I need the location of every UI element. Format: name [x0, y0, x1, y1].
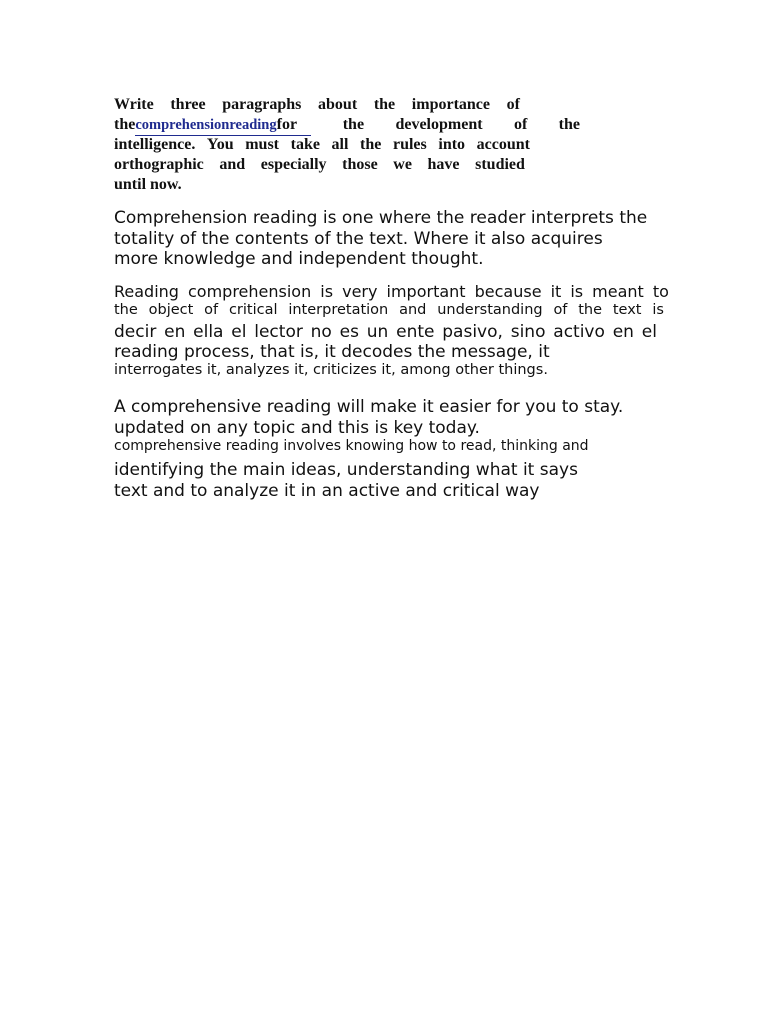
- paragraph-3-line-4: identifying the main ideas, understanding what it says: [114, 460, 578, 480]
- link-word: comprehension: [135, 117, 230, 133]
- word: pasivo,: [442, 322, 503, 342]
- word: and: [399, 302, 427, 318]
- paragraph-2-line-2: [114, 302, 664, 318]
- paragraph-3-line-1: A comprehensive reading will make it easier for you to stay.: [114, 397, 624, 417]
- word: take: [290, 136, 320, 153]
- word: to: [652, 282, 669, 301]
- word: en: [164, 322, 186, 342]
- word: important: [386, 282, 466, 301]
- paragraph-1-line-1: Comprehension reading is one where the reader interprets the: [114, 208, 648, 228]
- word: development: [395, 116, 483, 133]
- word: decir: [114, 322, 157, 342]
- word: it: [550, 282, 562, 301]
- word: is: [320, 282, 334, 301]
- instructions-line-2: [114, 115, 580, 136]
- word: interpretation: [288, 302, 389, 318]
- word: those: [342, 156, 378, 173]
- word: un: [366, 322, 389, 342]
- word: el: [641, 322, 657, 342]
- word: three: [170, 96, 206, 113]
- word: sino: [510, 322, 546, 342]
- word: especially: [260, 156, 327, 173]
- word: is: [570, 282, 584, 301]
- word: paragraphs: [222, 96, 302, 113]
- paragraph-3-line-3: comprehensive reading involves knowing how to read, thinking and: [114, 438, 589, 454]
- paragraph-2-line-5: interrogates it, analyzes it, criticizes it, among other things.: [114, 362, 548, 378]
- word: rules: [392, 136, 427, 153]
- instructions-line-3: [114, 135, 530, 155]
- word: en: [612, 322, 634, 342]
- word: and: [219, 156, 246, 173]
- word: all: [331, 136, 349, 153]
- link-underline-blank: [297, 115, 311, 135]
- word: the: [578, 302, 603, 318]
- word: is: [652, 302, 664, 318]
- link-word: for: [276, 116, 298, 133]
- word: into: [438, 136, 466, 153]
- instructions-line-1: [114, 95, 520, 115]
- word: ella: [193, 322, 224, 342]
- word: intelligence.: [114, 136, 196, 153]
- paragraph-1-line-3: more knowledge and independent thought.: [114, 249, 484, 269]
- paragraph-2-line-3: [114, 322, 657, 342]
- word: about: [318, 96, 358, 113]
- word: Write: [114, 96, 154, 113]
- word: text: [612, 302, 642, 318]
- word: the: [360, 136, 382, 153]
- word: object: [148, 302, 194, 318]
- paragraph-3-line-2: updated on any topic and this is key today.: [114, 418, 480, 438]
- word: of: [506, 96, 520, 113]
- word: have: [427, 156, 460, 173]
- word: must: [245, 136, 279, 153]
- word: critical: [228, 302, 278, 318]
- word: because: [474, 282, 542, 301]
- word: no: [310, 322, 332, 342]
- paragraph-2-line-4: reading process, that is, it decodes the message, it: [114, 342, 550, 362]
- word: of: [204, 302, 219, 318]
- word: the: [114, 116, 136, 133]
- word: the: [342, 116, 365, 133]
- word: of: [553, 302, 568, 318]
- word: lector: [254, 322, 303, 342]
- word: we: [393, 156, 412, 173]
- word: comprehension: [188, 282, 312, 301]
- word: studied: [475, 156, 525, 173]
- instructions-line-2-start: [114, 115, 311, 136]
- instructions-line-5: until now.: [114, 176, 182, 193]
- paragraph-3-line-5: text and to analyze it in an active and critical way: [114, 481, 540, 501]
- word: Reading: [114, 282, 179, 301]
- word: the: [114, 302, 138, 318]
- word: meant: [592, 282, 644, 301]
- word: very: [342, 282, 378, 301]
- paragraph-1-line-2: totality of the contents of the text. Where it also acquires: [114, 229, 603, 249]
- comprehension-reading-link[interactable]: [135, 115, 311, 136]
- word: ente: [396, 322, 435, 342]
- link-word: reading: [229, 117, 277, 133]
- word: es: [339, 322, 359, 342]
- word: account: [476, 136, 530, 153]
- word: importance: [411, 96, 490, 113]
- word: the: [558, 116, 580, 133]
- word: of: [513, 116, 528, 133]
- word: el: [231, 322, 247, 342]
- instructions-line-4: [114, 155, 525, 175]
- word: activo: [553, 322, 605, 342]
- paragraph-2-line-1: [114, 283, 669, 301]
- word: You: [206, 136, 234, 153]
- word: orthographic: [114, 156, 204, 173]
- word: the: [373, 96, 396, 113]
- word: understanding: [437, 302, 543, 318]
